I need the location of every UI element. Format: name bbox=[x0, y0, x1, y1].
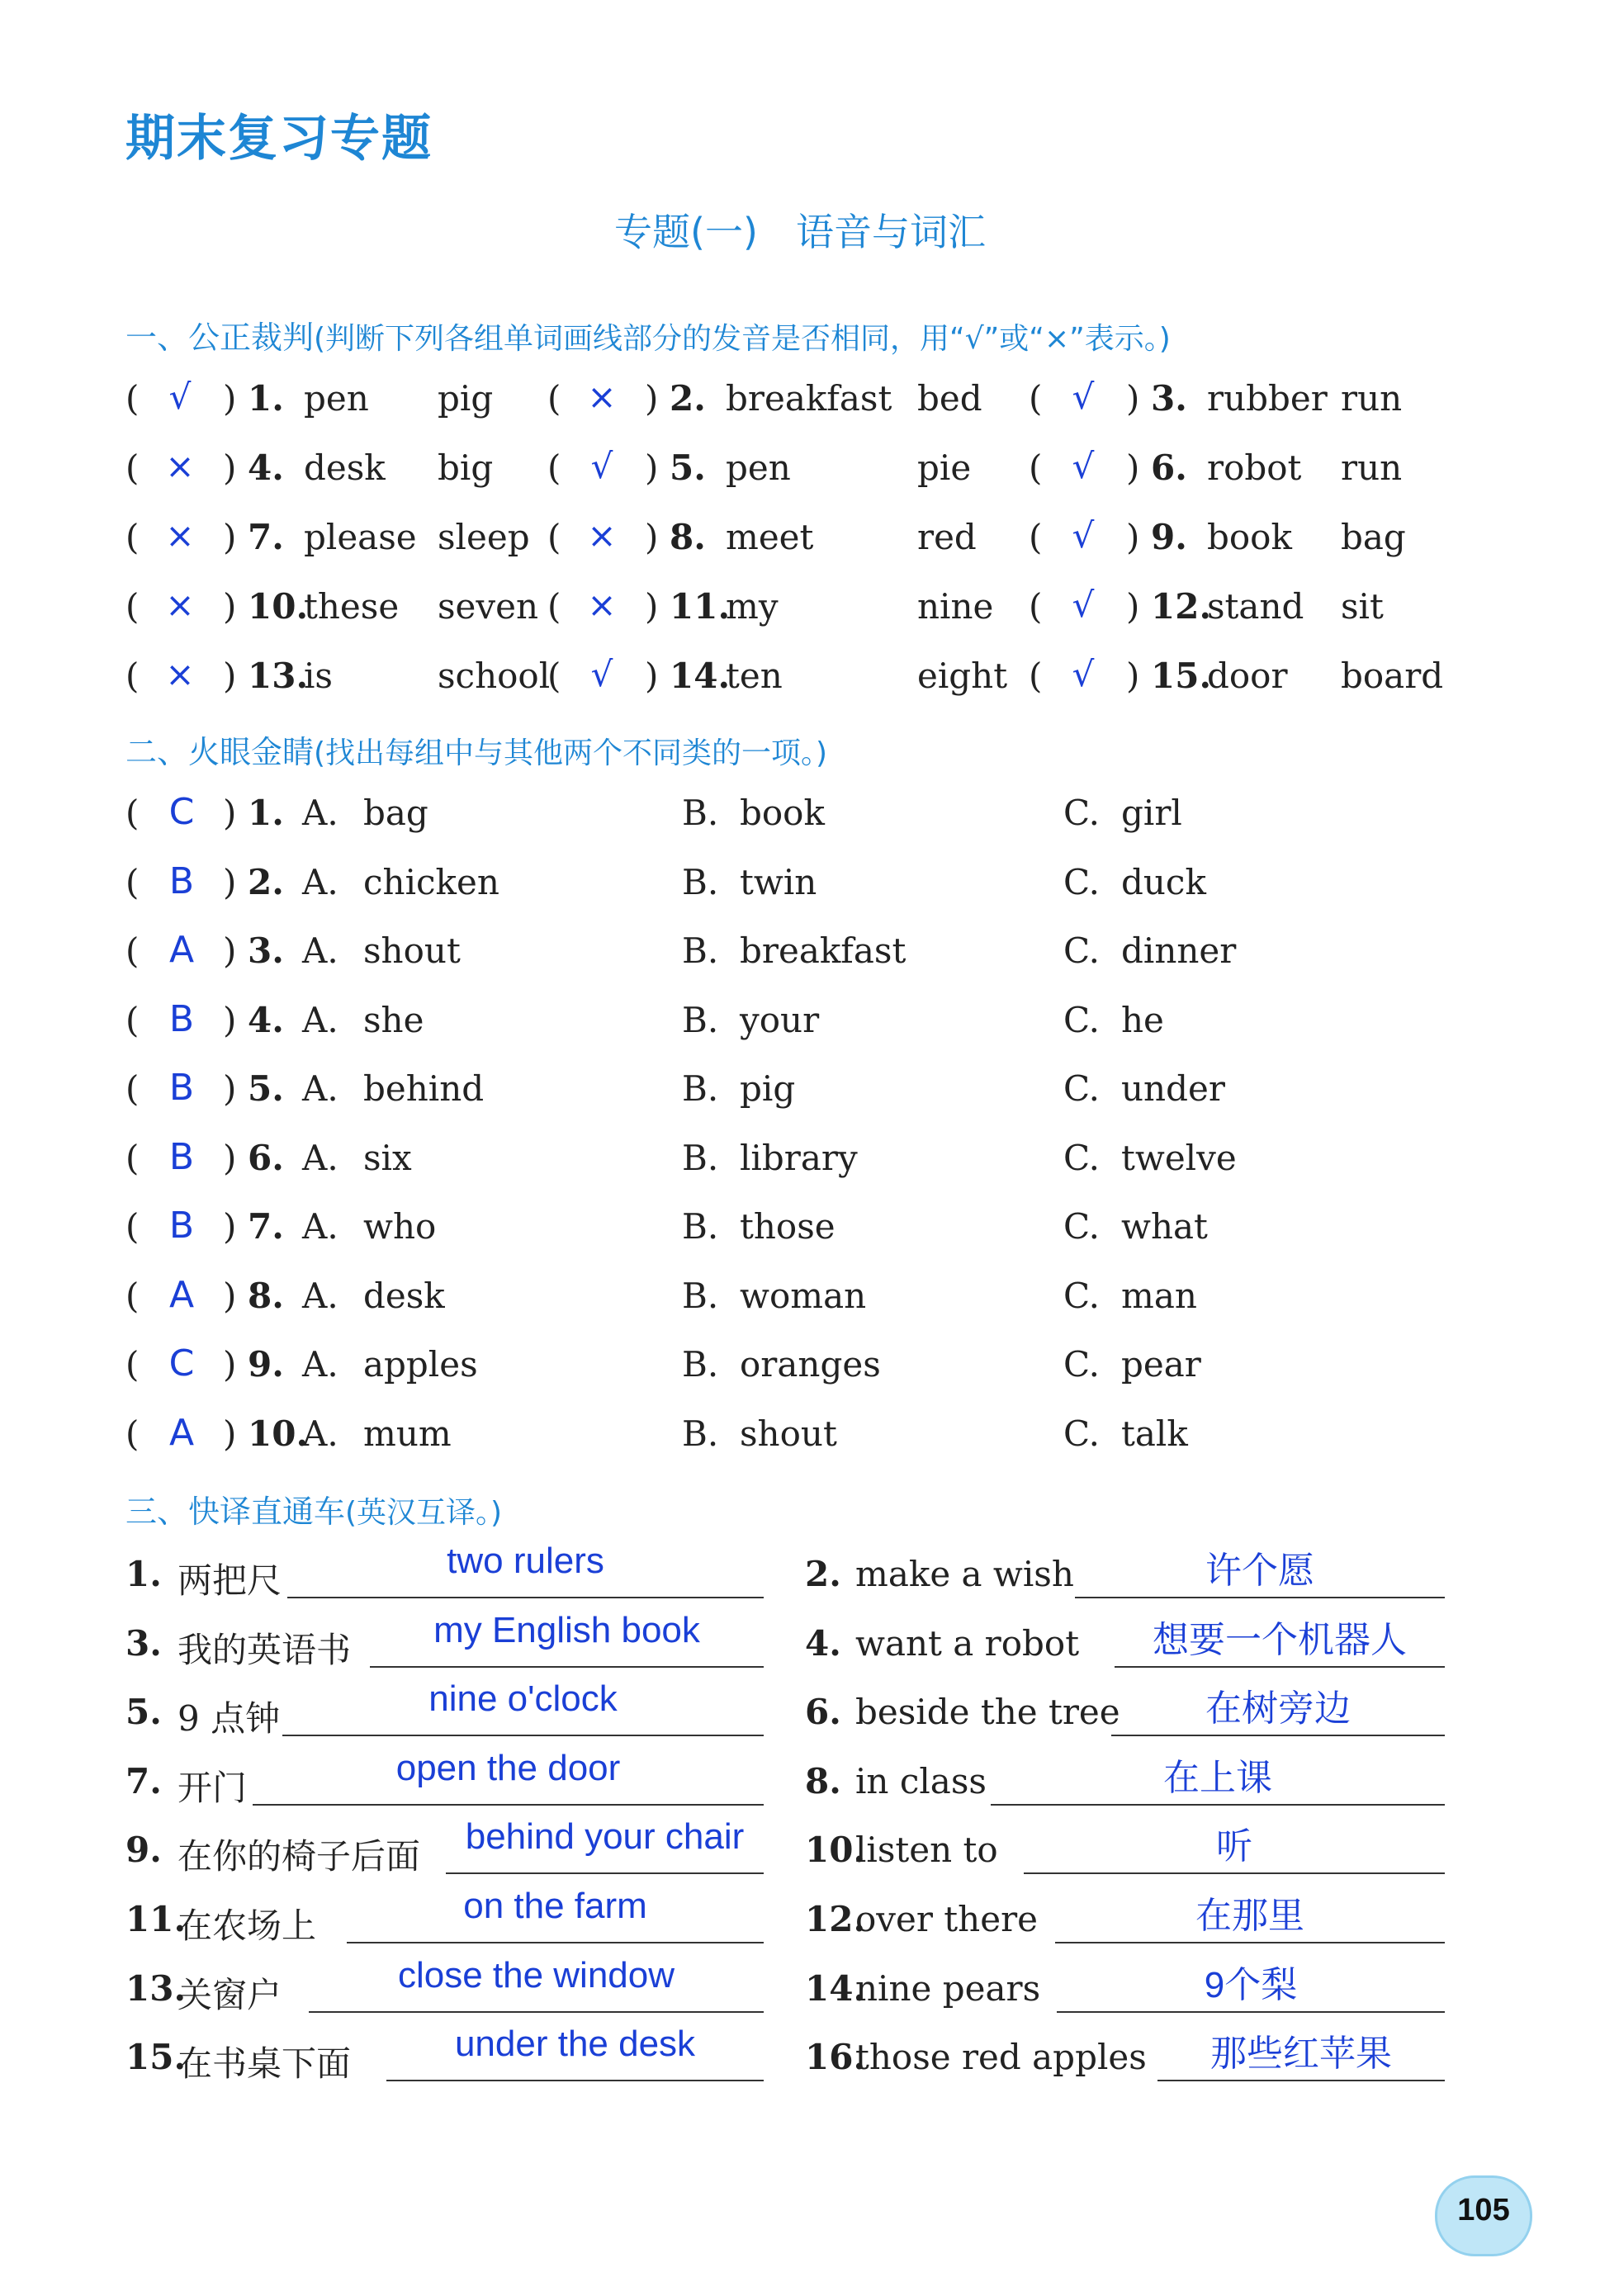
item-number: 9. bbox=[1151, 517, 1187, 557]
option-b: your bbox=[740, 999, 820, 1040]
paren-open: ( bbox=[1029, 656, 1043, 696]
paren-close: ) bbox=[223, 1137, 237, 1178]
answer-line bbox=[1024, 1872, 1445, 1874]
answer-line bbox=[1055, 1942, 1445, 1943]
paren-close: ) bbox=[1126, 586, 1140, 627]
option-label-a: A. bbox=[302, 861, 338, 902]
option-label-c: C. bbox=[1063, 1275, 1100, 1316]
translation-answer: behind your chair bbox=[465, 1816, 745, 1858]
paren-open: ( bbox=[125, 378, 140, 419]
answer-line bbox=[370, 1666, 764, 1668]
choice-answer: C bbox=[168, 791, 195, 833]
judgement-answer: √ bbox=[1072, 515, 1095, 556]
section2-title: 二、火眼金睛 bbox=[125, 734, 315, 770]
option-label-c: C. bbox=[1063, 793, 1100, 833]
translation-answer: close the window bbox=[397, 1954, 675, 1995]
item-number: 2. bbox=[248, 861, 284, 902]
paren-close: ) bbox=[223, 1206, 237, 1247]
choice-answer: B bbox=[168, 997, 195, 1040]
option-label-c: C. bbox=[1063, 1068, 1100, 1109]
choice-answer: B bbox=[168, 1205, 195, 1247]
translation-answer: on the farm bbox=[463, 1886, 647, 1926]
option-b: breakfast bbox=[740, 930, 907, 971]
paren-open: ( bbox=[125, 1275, 140, 1316]
choice-answer: C bbox=[168, 1342, 195, 1385]
option-b: shout bbox=[740, 1413, 837, 1454]
translation-answer: under the desk bbox=[454, 2024, 696, 2065]
word-1: stand bbox=[1207, 586, 1304, 627]
answer-line bbox=[446, 1872, 764, 1874]
item-number: 1. bbox=[248, 793, 284, 833]
paren-open: ( bbox=[125, 517, 140, 557]
option-label-b: B. bbox=[682, 861, 719, 902]
item-number: 2. bbox=[670, 378, 706, 419]
option-label-c: C. bbox=[1063, 1206, 1100, 1247]
option-label-b: B. bbox=[682, 1137, 719, 1178]
paren-open: ( bbox=[125, 1137, 140, 1178]
paren-close: ) bbox=[645, 586, 659, 627]
paren-open: ( bbox=[125, 586, 140, 627]
choice-answer: A bbox=[168, 929, 195, 971]
paren-open: ( bbox=[125, 1344, 140, 1385]
option-label-b: B. bbox=[682, 1275, 719, 1316]
translation-prompt: 在书桌下面 bbox=[178, 2043, 352, 2085]
option-c: man bbox=[1121, 1275, 1197, 1316]
item-number: 10. bbox=[248, 586, 309, 627]
paren-close: ) bbox=[223, 1275, 237, 1316]
option-label-b: B. bbox=[682, 999, 719, 1040]
word-2: nine bbox=[917, 586, 994, 627]
translation-answer: 许个愿 bbox=[1205, 1550, 1314, 1591]
option-c: under bbox=[1121, 1068, 1225, 1109]
judgement-answer: √ bbox=[1072, 654, 1095, 694]
paren-open: ( bbox=[125, 999, 140, 1040]
word-2: big bbox=[438, 447, 494, 488]
paren-close: ) bbox=[1126, 378, 1140, 419]
item-number: 4. bbox=[248, 447, 284, 488]
option-b: book bbox=[740, 793, 825, 833]
option-a: behind bbox=[363, 1068, 485, 1109]
answer-line bbox=[347, 1942, 764, 1943]
translation-answer: my English book bbox=[433, 1609, 700, 1650]
paren-open: ( bbox=[125, 1068, 140, 1109]
paren-close: ) bbox=[223, 517, 237, 557]
judgement-answer: √ bbox=[1072, 446, 1095, 486]
translation-prompt: nine pears bbox=[855, 1967, 1041, 2009]
option-a: bag bbox=[363, 793, 428, 833]
section2-note: (找出每组中与其他两个不同类的一项。) bbox=[314, 736, 828, 770]
translation-answer: 那些红苹果 bbox=[1210, 2033, 1392, 2075]
word-1: ten bbox=[726, 656, 783, 696]
judgement-answer: √ bbox=[590, 446, 613, 486]
translation-answer: open the door bbox=[395, 1747, 621, 1788]
option-c: duck bbox=[1121, 861, 1206, 902]
section3-heading bbox=[125, 1486, 502, 1531]
translation-prompt: make a wish bbox=[855, 1554, 1074, 1594]
item-number: 8. bbox=[805, 1760, 841, 1801]
option-label-c: C. bbox=[1063, 1413, 1100, 1454]
item-number: 5. bbox=[248, 1068, 284, 1109]
answer-line bbox=[1115, 1666, 1445, 1668]
paren-close: ) bbox=[645, 517, 659, 557]
paren-open: ( bbox=[547, 378, 561, 419]
paren-close: ) bbox=[1126, 517, 1140, 557]
paren-close: ) bbox=[645, 378, 659, 419]
word-1: rubber bbox=[1207, 378, 1328, 419]
option-label-a: A. bbox=[302, 1413, 338, 1454]
answer-line bbox=[1075, 1597, 1445, 1598]
answer-line bbox=[1111, 1735, 1445, 1736]
page-number: 105 bbox=[1457, 2193, 1510, 2227]
item-number: 4. bbox=[805, 1622, 841, 1664]
answer-line bbox=[253, 1804, 764, 1806]
item-number: 10. bbox=[248, 1413, 309, 1454]
option-c: what bbox=[1121, 1206, 1208, 1247]
option-label-a: A. bbox=[302, 793, 338, 833]
page-title: 期末复习专题 bbox=[125, 110, 433, 168]
paren-close: ) bbox=[1126, 447, 1140, 488]
option-label-b: B. bbox=[682, 930, 719, 971]
paren-open: ( bbox=[547, 656, 561, 696]
translation-prompt: want a robot bbox=[855, 1622, 1080, 1664]
choice-answer: B bbox=[168, 859, 195, 902]
translation-answer: two rulers bbox=[447, 1541, 604, 1581]
translation-prompt: 两把尺 bbox=[178, 1560, 282, 1601]
option-c: pear bbox=[1121, 1344, 1201, 1385]
section1-title: 一、公正裁判 bbox=[125, 320, 315, 356]
answer-line bbox=[386, 2080, 764, 2081]
item-number: 15. bbox=[125, 2037, 187, 2078]
translation-answer: 在上课 bbox=[1163, 1757, 1272, 1798]
option-a: shout bbox=[363, 930, 461, 971]
word-1: meet bbox=[726, 517, 814, 557]
option-label-a: A. bbox=[302, 1344, 338, 1385]
paren-open: ( bbox=[547, 447, 561, 488]
word-1: my bbox=[726, 586, 779, 627]
paren-close: ) bbox=[223, 1068, 237, 1109]
word-2: sleep bbox=[438, 517, 530, 557]
answer-line bbox=[1057, 2011, 1445, 2013]
option-c: girl bbox=[1121, 793, 1182, 833]
option-label-b: B. bbox=[682, 1206, 719, 1247]
option-c: dinner bbox=[1121, 930, 1237, 971]
translation-prompt: listen to bbox=[855, 1830, 998, 1871]
item-number: 3. bbox=[125, 1622, 162, 1664]
item-number: 11. bbox=[670, 586, 731, 627]
word-2: bed bbox=[917, 378, 982, 419]
word-2: red bbox=[917, 517, 977, 557]
paren-open: ( bbox=[1029, 447, 1043, 488]
translation-answer: 在那里 bbox=[1195, 1896, 1304, 1936]
word-1: robot bbox=[1207, 447, 1302, 488]
word-1: breakfast bbox=[726, 378, 892, 419]
word-1: is bbox=[304, 656, 333, 696]
option-label-c: C. bbox=[1063, 861, 1100, 902]
item-number: 9. bbox=[125, 1830, 162, 1871]
option-label-c: C. bbox=[1063, 1137, 1100, 1178]
translation-prompt: in class bbox=[855, 1760, 987, 1801]
paren-close: ) bbox=[223, 793, 237, 833]
paren-close: ) bbox=[645, 656, 659, 696]
word-1: pen bbox=[304, 378, 369, 419]
paren-open: ( bbox=[125, 1206, 140, 1247]
option-a: who bbox=[363, 1206, 437, 1247]
word-2: eight bbox=[917, 656, 1008, 696]
item-number: 7. bbox=[248, 517, 284, 557]
judgement-answer: √ bbox=[168, 376, 192, 417]
word-1: please bbox=[304, 517, 417, 557]
judgement-answer: × bbox=[165, 585, 195, 625]
choice-answer: B bbox=[168, 1067, 195, 1109]
paren-open: ( bbox=[547, 586, 561, 627]
option-label-b: B. bbox=[682, 1344, 719, 1385]
judgement-answer: × bbox=[587, 585, 617, 625]
judgement-answer: √ bbox=[590, 654, 613, 694]
paren-open: ( bbox=[547, 517, 561, 557]
item-number: 1. bbox=[125, 1554, 162, 1594]
paren-open: ( bbox=[1029, 517, 1043, 557]
translation-answer: 在树旁边 bbox=[1205, 1688, 1351, 1730]
paren-open: ( bbox=[125, 930, 140, 971]
answer-line bbox=[287, 1597, 764, 1598]
word-2: run bbox=[1341, 378, 1403, 419]
item-number: 5. bbox=[670, 447, 706, 488]
choice-answer: A bbox=[168, 1411, 195, 1454]
option-b: pig bbox=[740, 1068, 796, 1109]
word-1: door bbox=[1207, 656, 1288, 696]
paren-close: ) bbox=[223, 656, 237, 696]
item-number: 3. bbox=[1151, 378, 1187, 419]
section3-note: (英汉互译。) bbox=[345, 1496, 503, 1530]
item-number: 12. bbox=[805, 1899, 866, 1939]
item-number: 1. bbox=[248, 378, 284, 419]
choice-answer: B bbox=[168, 1135, 195, 1178]
paren-open: ( bbox=[1029, 378, 1043, 419]
item-number: 14. bbox=[805, 1967, 866, 2009]
section1-note: (判断下列各组单词画线部分的发音是否相同，用“√”或“×”表示。) bbox=[314, 322, 1171, 356]
word-1: pen bbox=[726, 447, 791, 488]
paren-open: ( bbox=[125, 447, 140, 488]
translation-prompt: 开门 bbox=[178, 1767, 248, 1808]
option-c: he bbox=[1121, 999, 1164, 1040]
section1-heading bbox=[125, 312, 1171, 357]
item-number: 5. bbox=[125, 1692, 162, 1733]
word-2: pig bbox=[438, 378, 494, 419]
judgement-answer: × bbox=[165, 654, 195, 694]
word-2: sit bbox=[1341, 586, 1384, 627]
paren-close: ) bbox=[223, 999, 237, 1040]
paren-close: ) bbox=[223, 861, 237, 902]
paren-close: ) bbox=[223, 1413, 237, 1454]
option-b: oranges bbox=[740, 1344, 881, 1385]
option-label-a: A. bbox=[302, 1275, 338, 1316]
word-2: bag bbox=[1341, 517, 1406, 557]
option-b: twin bbox=[740, 861, 817, 902]
option-b: woman bbox=[740, 1275, 867, 1316]
section2-heading bbox=[125, 727, 827, 772]
item-number: 11. bbox=[125, 1899, 187, 1939]
word-2: seven bbox=[438, 586, 539, 627]
item-number: 14. bbox=[670, 656, 731, 696]
paren-open: ( bbox=[125, 1413, 140, 1454]
option-label-a: A. bbox=[302, 1206, 338, 1247]
item-number: 4. bbox=[248, 999, 284, 1040]
answer-line bbox=[1157, 2080, 1445, 2081]
item-number: 2. bbox=[805, 1554, 841, 1594]
option-label-c: C. bbox=[1063, 999, 1100, 1040]
paren-open: ( bbox=[125, 656, 140, 696]
topic-subtitle: 专题(一) 语音与词汇 bbox=[614, 210, 986, 254]
option-a: chicken bbox=[363, 861, 499, 902]
translation-prompt: over there bbox=[855, 1899, 1039, 1939]
judgement-answer: × bbox=[165, 515, 195, 556]
paren-open: ( bbox=[1029, 586, 1043, 627]
option-label-a: A. bbox=[302, 1068, 338, 1109]
paren-close: ) bbox=[223, 586, 237, 627]
paren-close: ) bbox=[223, 1344, 237, 1385]
item-number: 15. bbox=[1151, 656, 1212, 696]
item-number: 8. bbox=[248, 1275, 284, 1316]
item-number: 6. bbox=[1151, 447, 1187, 488]
option-b: those bbox=[740, 1206, 836, 1247]
option-label-a: A. bbox=[302, 1137, 338, 1178]
translation-prompt: beside the tree bbox=[855, 1692, 1120, 1733]
word-1: desk bbox=[304, 447, 386, 488]
translation-prompt: 在你的椅子后面 bbox=[178, 1836, 421, 1877]
item-number: 13. bbox=[125, 1967, 187, 2009]
word-2: pie bbox=[917, 447, 972, 488]
word-2: school bbox=[438, 656, 551, 696]
option-a: desk bbox=[363, 1275, 445, 1316]
section3-title: 三、快译直通车 bbox=[125, 1494, 346, 1530]
option-c: twelve bbox=[1121, 1137, 1237, 1178]
item-number: 10. bbox=[805, 1830, 866, 1871]
item-number: 9. bbox=[248, 1344, 284, 1385]
option-label-b: B. bbox=[682, 1068, 719, 1109]
item-number: 7. bbox=[125, 1760, 162, 1801]
translation-answer: nine o'clock bbox=[428, 1678, 618, 1720]
word-1: book bbox=[1207, 517, 1292, 557]
paren-close: ) bbox=[1126, 656, 1140, 696]
item-number: 6. bbox=[248, 1137, 284, 1178]
option-label-a: A. bbox=[302, 999, 338, 1040]
option-b: library bbox=[740, 1137, 858, 1178]
option-a: apples bbox=[363, 1344, 478, 1385]
option-label-a: A. bbox=[302, 930, 338, 971]
paren-open: ( bbox=[125, 793, 140, 833]
word-1: these bbox=[304, 586, 400, 627]
judgement-answer: × bbox=[587, 376, 617, 417]
option-a: mum bbox=[363, 1413, 452, 1454]
translation-answer: 听 bbox=[1216, 1826, 1252, 1868]
judgement-answer: √ bbox=[1072, 585, 1095, 625]
option-label-b: B. bbox=[682, 793, 719, 833]
answer-line bbox=[282, 1735, 764, 1736]
translation-prompt: 在农场上 bbox=[178, 1905, 317, 1946]
choice-answer: A bbox=[168, 1273, 195, 1316]
paren-close: ) bbox=[223, 447, 237, 488]
translation-prompt: 9 点钟 bbox=[178, 1698, 281, 1740]
translation-answer: 想要一个机器人 bbox=[1153, 1619, 1407, 1660]
judgement-answer: × bbox=[587, 515, 617, 556]
item-number: 6. bbox=[805, 1692, 841, 1733]
item-number: 8. bbox=[670, 517, 706, 557]
translation-prompt: 关窗户 bbox=[178, 1974, 282, 2015]
judgement-answer: × bbox=[165, 446, 195, 486]
item-number: 12. bbox=[1151, 586, 1212, 627]
option-a: she bbox=[363, 999, 424, 1040]
answer-line bbox=[991, 1804, 1445, 1806]
paren-close: ) bbox=[223, 930, 237, 971]
option-label-c: C. bbox=[1063, 1344, 1100, 1385]
item-number: 7. bbox=[248, 1206, 284, 1247]
judgement-answer: √ bbox=[1072, 376, 1095, 417]
word-2: board bbox=[1341, 656, 1444, 696]
option-a: six bbox=[363, 1137, 412, 1178]
item-number: 13. bbox=[248, 656, 309, 696]
translation-prompt: those red apples bbox=[855, 2037, 1147, 2078]
word-2: run bbox=[1341, 447, 1403, 488]
paren-open: ( bbox=[125, 861, 140, 902]
answer-line bbox=[309, 2011, 764, 2013]
translation-prompt: 我的英语书 bbox=[178, 1629, 352, 1670]
translation-answer: 9个梨 bbox=[1204, 1964, 1298, 2005]
paren-close: ) bbox=[223, 378, 237, 419]
option-label-b: B. bbox=[682, 1413, 719, 1454]
item-number: 3. bbox=[248, 930, 284, 971]
paren-close: ) bbox=[645, 447, 659, 488]
option-label-c: C. bbox=[1063, 930, 1100, 971]
option-c: talk bbox=[1121, 1413, 1188, 1454]
item-number: 16. bbox=[805, 2037, 866, 2078]
